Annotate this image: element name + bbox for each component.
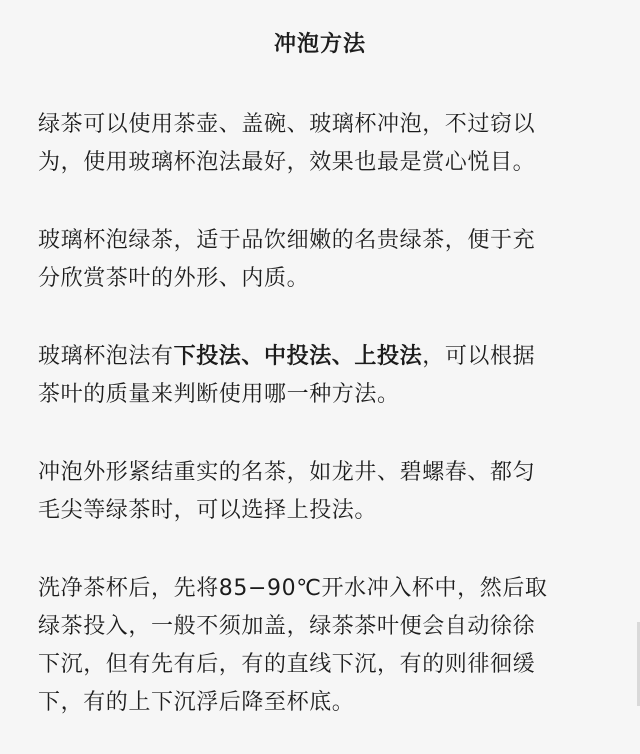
paragraph-line: 毛尖等绿茶时，可以选择上投法。 <box>38 498 378 523</box>
paragraph-methods <box>38 338 614 414</box>
bold-methods: 下投法、中投法、上投法 <box>173 344 423 369</box>
paragraph-line: 绿茶投入，一般不须加盖，绿茶茶叶便会自动徐徐 <box>38 614 536 639</box>
paragraph-line: 绿茶可以使用茶壶、盖碗、玻璃杯冲泡，不过窃以 <box>38 112 536 137</box>
paragraph-top-method <box>38 454 614 530</box>
paragraph-brewing-vessels <box>38 106 614 182</box>
paragraph-glass-cup <box>38 222 614 298</box>
paragraph-line: 分欣赏茶叶的外形、内质。 <box>38 266 310 291</box>
paragraph-line: 为，使用玻璃杯泡法最好，效果也最是赏心悦目。 <box>38 150 536 175</box>
paragraph-line: 下，有的上下沉浮后降至杯底。 <box>38 690 355 715</box>
paragraph-line: 玻璃杯泡绿茶，适于品饮细嫩的名贵绿茶，便于充 <box>38 228 536 253</box>
paragraph-procedure <box>38 570 614 722</box>
paragraph-line: 冲泡外形紧结重实的名茶，如龙井、碧螺春、都匀 <box>38 460 536 485</box>
paragraph-line <box>38 338 614 376</box>
text-segment: 玻璃杯泡法有 <box>38 344 174 369</box>
paragraph-line: 下沉，但有先有后，有的直线下沉，有的则徘徊缓 <box>38 652 536 677</box>
paragraph-line: 洗净茶杯后，先将85−90℃开水冲入杯中，然后取 <box>38 576 548 601</box>
page-title: 冲泡方法 <box>273 32 366 57</box>
paragraph-line: 茶叶的质量来判断使用哪一种方法。 <box>38 382 400 407</box>
text-segment: ，可以根据 <box>422 344 536 369</box>
